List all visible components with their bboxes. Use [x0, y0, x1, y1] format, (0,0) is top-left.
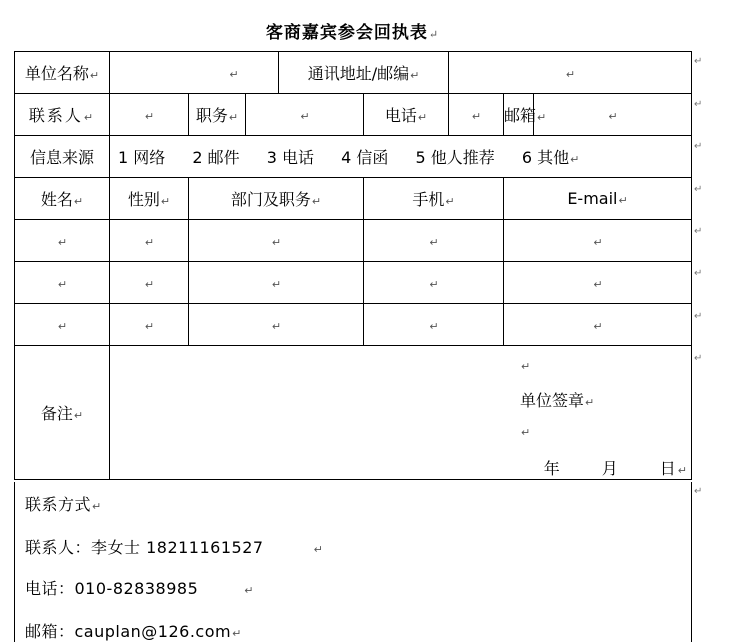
- attendee-row: [15, 304, 692, 346]
- header-email: E-mail↵: [504, 178, 692, 220]
- attendee-row: [15, 220, 692, 262]
- end-of-row-mark: ↵: [694, 311, 703, 322]
- attendee-dept-cell[interactable]: ↵: [189, 220, 364, 262]
- org-label-cell: 单位名称↵: [15, 52, 110, 94]
- header-gender: 性别↵: [110, 178, 189, 220]
- source-option-1[interactable]: 1 网络: [118, 148, 166, 167]
- seal-label: 单位签章↵: [520, 391, 595, 410]
- end-of-row-mark: ↵: [694, 99, 703, 110]
- header-dept-position: 部门及职务↵: [189, 178, 364, 220]
- source-option-5[interactable]: 5 他人推荐: [415, 148, 495, 167]
- attendee-email-cell[interactable]: ↵: [504, 262, 692, 304]
- attendee-gender-cell[interactable]: ↵: [110, 262, 189, 304]
- row-info-source: [15, 136, 692, 178]
- source-option-3[interactable]: 3 电话: [266, 148, 315, 167]
- document-title: 客商嘉宾参会回执表↵: [265, 23, 440, 43]
- phone-value-cell[interactable]: ↵: [449, 94, 504, 136]
- position-value-cell[interactable]: ↵: [246, 94, 364, 136]
- remarks-body-cell[interactable]: ↵ 单位签章↵ ↵ 年 月 日↵: [110, 346, 692, 480]
- attendee-dept-cell[interactable]: ↵: [189, 262, 364, 304]
- header-mobile: 手机↵: [364, 178, 504, 220]
- source-option-6[interactable]: 6 其他: [521, 148, 570, 167]
- row-contact: [15, 94, 692, 136]
- phone-label-cell: 电话↵: [364, 94, 449, 136]
- attendee-gender-cell[interactable]: ↵: [110, 220, 189, 262]
- end-of-row-mark: ↵: [694, 226, 703, 237]
- contact-label-cell: 联系人↵: [15, 94, 110, 136]
- attendee-name-cell[interactable]: ↵: [15, 220, 110, 262]
- email-value-cell[interactable]: ↵: [534, 94, 692, 136]
- source-option-2[interactable]: 2 邮件: [192, 148, 240, 167]
- position-label-cell: 职务↵: [189, 94, 246, 136]
- contact-heading: 联系方式↵: [25, 495, 102, 514]
- contact-value-cell[interactable]: ↵: [110, 94, 189, 136]
- org-value-cell[interactable]: ↵: [110, 52, 279, 94]
- end-of-row-mark: ↵: [694, 486, 703, 497]
- attendee-mobile-cell[interactable]: ↵: [364, 262, 504, 304]
- end-of-row-mark: ↵: [694, 56, 703, 67]
- email-label-cell: 邮箱↵: [504, 94, 534, 136]
- date-line: 年 月 日↵: [543, 459, 690, 478]
- source-option-4[interactable]: 4 信函: [341, 148, 389, 167]
- end-of-row-mark: ↵: [694, 184, 703, 195]
- contact-email: 邮箱：cauplan@126.com↵: [25, 622, 242, 641]
- source-label-cell: 信息来源: [15, 136, 110, 178]
- attendee-email-cell[interactable]: ↵: [504, 304, 692, 346]
- contact-section: [14, 482, 692, 642]
- attendee-header-row: [15, 178, 692, 220]
- end-of-row-mark: ↵: [694, 353, 703, 364]
- address-value-cell[interactable]: ↵: [449, 52, 692, 94]
- source-options-cell: 1 网络 2 邮件 3 电话 4 信函 5 他人推荐 6 其他↵: [110, 136, 692, 178]
- attendee-dept-cell[interactable]: ↵: [189, 304, 364, 346]
- header-name: 姓名↵: [15, 178, 110, 220]
- contact-person: 联系人：李女士 18211161527 ↵: [25, 538, 324, 557]
- attendee-mobile-cell[interactable]: ↵: [364, 220, 504, 262]
- remarks-label-cell: 备注↵: [15, 346, 110, 480]
- row-organization: [15, 52, 692, 94]
- receipt-form-table: [14, 51, 692, 480]
- end-of-row-mark: ↵: [694, 141, 703, 152]
- end-of-row-mark: ↵: [694, 268, 703, 279]
- attendee-gender-cell[interactable]: ↵: [110, 304, 189, 346]
- attendee-name-cell[interactable]: ↵: [15, 262, 110, 304]
- attendee-mobile-cell[interactable]: ↵: [364, 304, 504, 346]
- attendee-email-cell[interactable]: ↵: [504, 220, 692, 262]
- remarks-row: [15, 346, 692, 480]
- address-label-cell: 通讯地址/邮编↵: [279, 52, 449, 94]
- contact-phone: 电话：010-82838985 ↵: [25, 579, 254, 598]
- attendee-row: [15, 262, 692, 304]
- attendee-name-cell[interactable]: ↵: [15, 304, 110, 346]
